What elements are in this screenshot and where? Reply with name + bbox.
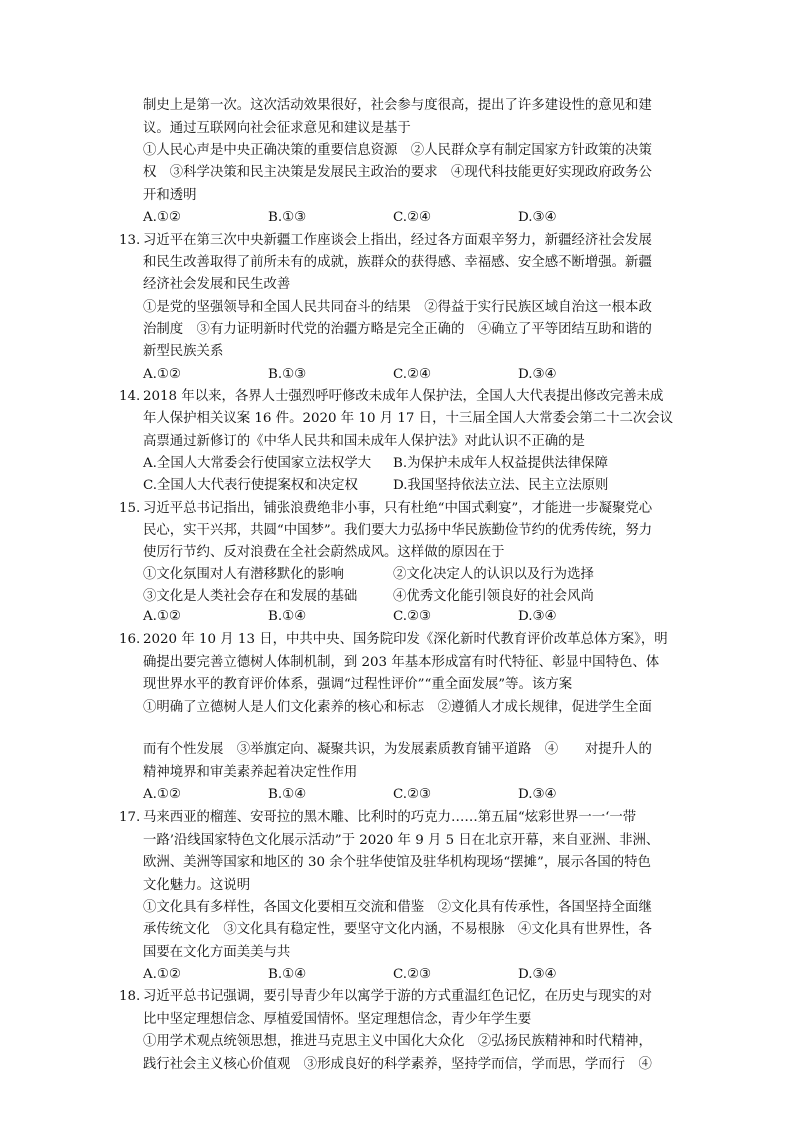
q15-number: 15. — [119, 501, 141, 516]
q16-line: 精神境界和审美素养起着决定性作用 — [143, 765, 358, 780]
q12-line: 开和透明 — [143, 188, 197, 203]
q17-line: 文化魅力。这说明 — [143, 878, 251, 893]
q15-statement: ①文化氛围对人有潜移默化的影响 — [143, 567, 344, 582]
q15-statement: ③文化是人类社会存在和发展的基础 — [143, 589, 358, 604]
q18-line: 习近平总书记强调，要引导青少年以寓学于游的方式重温红色记忆，在历史与现实的对 — [143, 989, 652, 1004]
q13-option-d[interactable]: D.③④ — [518, 367, 557, 382]
q13-option-b[interactable]: B.①③ — [268, 367, 307, 382]
q12-option-d[interactable]: D.③④ — [518, 210, 557, 225]
q17-option-b[interactable]: B.①④ — [268, 967, 307, 982]
q13-line: 和民生改善取得了前所未有的成就，族群众的获得感、幸福感、安全感不断增强。新疆 — [143, 255, 652, 270]
q14-line: 年人保护相关议案 16 件。2020 年 10 月 17 日，十三届全国人大常委会第二十二次会议 — [143, 411, 674, 426]
q16-line: 确提出要完善立德树人体制机制，到 203 年基本形成富有时代特征、彰显中国特色、体 — [143, 655, 660, 670]
q16-option-d[interactable]: D.③④ — [518, 787, 557, 802]
q17-number: 17. — [119, 810, 141, 825]
q15-option-d[interactable]: D.③④ — [518, 609, 557, 624]
q13-line: 习近平在第三次中央新疆工作座谈会上指出，经过各方面艰辛努力，新疆经济社会发展 — [143, 233, 652, 248]
q16-option-a[interactable]: A.①② — [143, 787, 181, 802]
q17-line: 一路’沿线国家特色文化展示活动”于 2020 年 9 月 5 日在北京开幕，来自亚洲、非洲、 — [143, 833, 660, 848]
q15-statement: ④优秀文化能引领良好的社会风尚 — [393, 589, 594, 604]
q13-line: 经济社会发展和民生改善 — [143, 277, 291, 292]
q14-option-a[interactable]: A.全国人大常委会行使国家立法权学大 — [143, 456, 372, 471]
q14-number: 14. — [119, 389, 141, 404]
q17-line: ①文化具有多样性，各国文化要相互交流和借鉴 ②文化具有传承性，各国坚持全面继 — [143, 900, 652, 915]
q15-line: 习近平总书记指出，铺张浪费绝非小事，只有杜绝“中国式剩宴”，才能进一步凝聚党心 — [143, 501, 653, 516]
q12-option-a[interactable]: A.①② — [143, 210, 181, 225]
q14-option-d[interactable]: D.我国坚持依法立法、民主立法原则 — [393, 478, 609, 493]
q13-option-a[interactable]: A.①② — [143, 367, 181, 382]
q17-line: 欧洲、美洲等国家和地区的 30 余个驻华使馆及驻华机构现场“摆摊”，展示各国的特色 — [143, 855, 651, 870]
q18-number: 18. — [119, 989, 141, 1004]
q16-line: 而有个性发展 ③举旗定向、凝聚共识，为发展素质教育铺平道路 ④ 对提升人的 — [143, 742, 652, 757]
q12-line: 议。通过互联网向社会征求意见和建议是基于 — [143, 121, 411, 136]
q13-option-c[interactable]: C.②④ — [393, 367, 432, 382]
q12-line: 权 ③科学决策和民主决策是发展民主政治的要求 ④现代科技能更好实现政府政务公 — [143, 165, 652, 180]
q12-line: ①人民心声是中央正确决策的重要信息资源 ②人民群众享有制定国家方针政策的决策 — [143, 143, 652, 158]
q17-option-c[interactable]: C.②③ — [393, 967, 432, 982]
q17-line: 承传统文化 ③文化具有稳定性，要坚守文化内涵，不易根脉 ④文化具有世界性，各 — [143, 922, 652, 937]
q15-statement: ②文化决定人的认识以及行为选择 — [393, 567, 594, 582]
q13-number: 13. — [119, 233, 141, 248]
q14-line: 高票通过新修订的《中华人民共和国未成年人保护法》对此认识不正确的是 — [143, 434, 585, 449]
q12-option-c[interactable]: C.②④ — [393, 210, 432, 225]
q12-line: 制史上是第一次。这次活动效果很好，社会参与度很高，提出了许多建设性的意见和建 — [143, 98, 652, 113]
q15-line: 民心，实干兴邦，共圆“中国梦”。我们要大力弘扬中华民族勤俭节约的优秀传统，努力 — [143, 523, 653, 538]
q15-option-b[interactable]: B.①④ — [268, 609, 307, 624]
q13-line: 新型民族关系 — [143, 344, 224, 359]
q12-option-b[interactable]: B.①③ — [268, 210, 307, 225]
q17-option-d[interactable]: D.③④ — [518, 967, 557, 982]
q16-option-b[interactable]: B.①④ — [268, 787, 307, 802]
q17-option-a[interactable]: A.①② — [143, 967, 181, 982]
q16-line: 2020 年 10 月 13 日，中共中央、国务院印发《深化新时代教育评价改革总体方案》，明 — [143, 632, 668, 647]
q14-line: 2018 年以来，各界人士强烈呼吁修改未成年人保护法，全国人大代表提出修改完善未成 — [143, 389, 664, 404]
q16-line: 现世界水平的教育评价体系，强调“过程性评价”“重全面发展”等。该方案 — [143, 677, 573, 692]
q15-option-a[interactable]: A.①② — [143, 609, 181, 624]
q15-option-c[interactable]: C.②③ — [393, 609, 432, 624]
q16-line: ①明确了立德树人是人们文化素养的核心和标志 ②遵循人才成长规律，促进学生全面 — [143, 700, 652, 715]
q16-option-c[interactable]: C.②③ — [393, 787, 432, 802]
q13-line: 治制度 ③有力证明新时代党的治疆方略是完全正确的 ④确立了平等团结互助和谐的 — [143, 322, 652, 337]
q17-line: 国要在文化方面美美与共 — [143, 945, 291, 960]
q16-number: 16. — [119, 632, 141, 647]
q13-line: ①是党的坚强领导和全国人民共同奋斗的结果 ②得益于实行民族区域自治这一根本政 — [143, 300, 652, 315]
q18-line: ①用学术观点统领思想，推进马克思主义中国化大众化 ②弘扬民族精神和时代精神， — [143, 1034, 652, 1049]
q18-line: 践行社会主义核心价值观 ③形成良好的科学素养，坚持学而信，学而思，学而行 ④ — [143, 1057, 652, 1072]
q18-line: 比中坚定理想信念、厚植爱国情怀。坚定理想信念，青少年学生要 — [143, 1012, 532, 1027]
q14-option-c[interactable]: C.全国人大代表行使提案权和决定权 — [143, 478, 358, 493]
q14-option-b[interactable]: B.为保护未成年人权益提供法律保障 — [393, 456, 608, 471]
q15-line: 使厉行节约、反对浪费在全社会蔚然成风。这样做的原因在于 — [143, 545, 505, 560]
q17-line: 马来西亚的榴莲、安哥拉的黑木雕、比利时的巧克力……第五届“炫彩世界一一‘一带 — [143, 810, 637, 825]
